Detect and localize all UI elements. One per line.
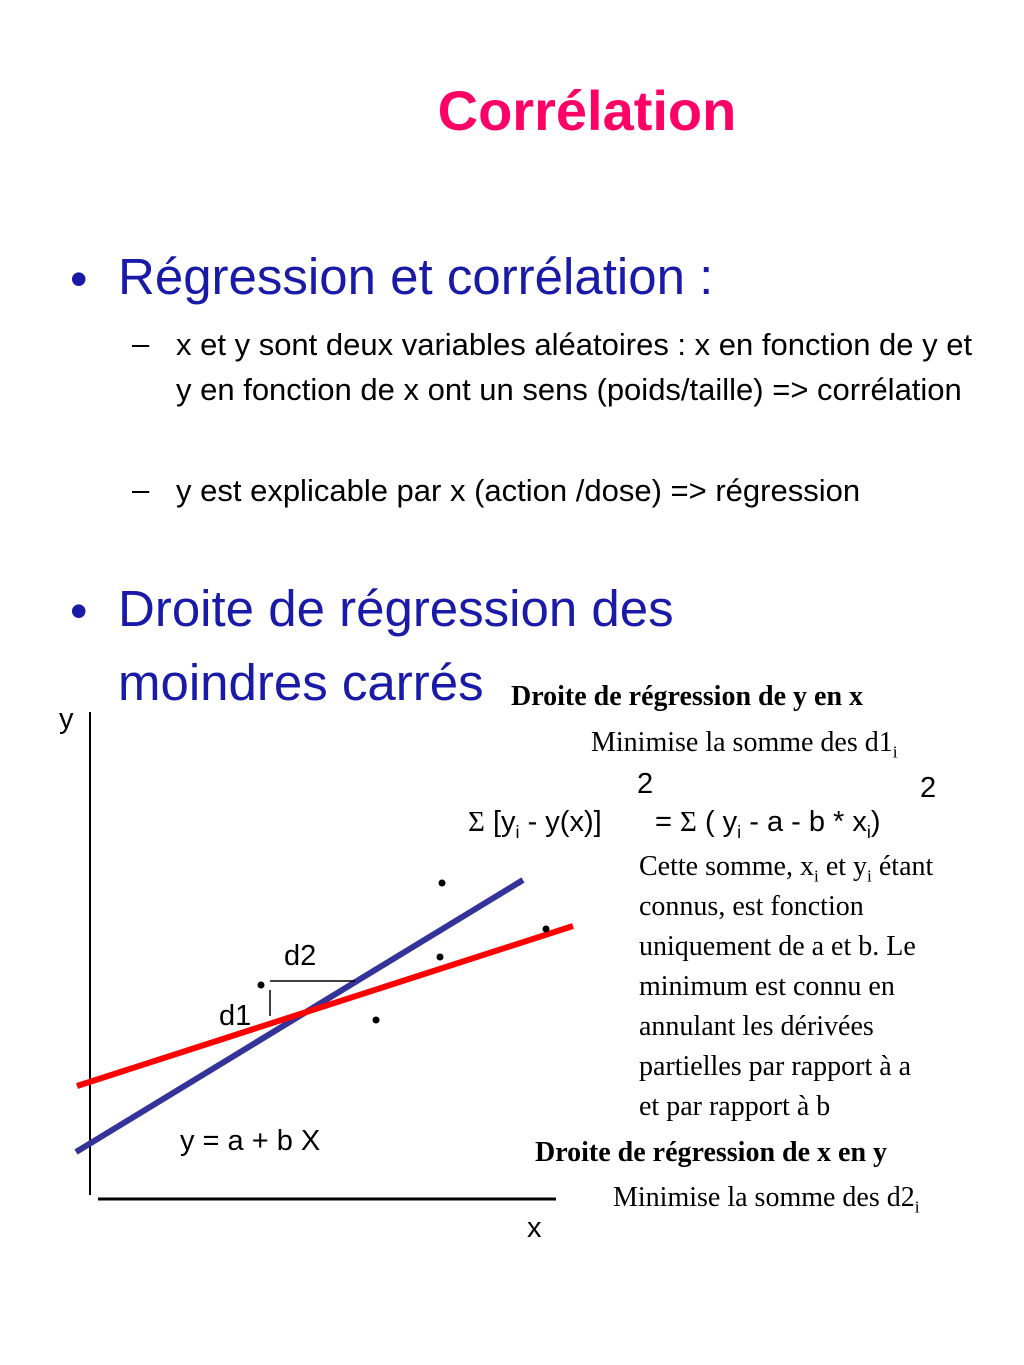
explanation-line: partielles par rapport à a <box>639 1051 912 1082</box>
data-point <box>439 880 446 887</box>
heading-regression-y-on-x: Droite de régression de y en x <box>511 681 864 712</box>
formula-exponent-right: 2 <box>920 772 937 804</box>
bullet-heading-regression-correlation: Régression et corrélation : <box>118 248 714 305</box>
data-point <box>373 1017 380 1024</box>
bullet-heading-least-squares-line2: moindres carrés <box>118 654 484 711</box>
explanation-line: connus, est fonction <box>639 891 864 922</box>
explanation-line: uniquement de a et b. Le <box>639 931 916 962</box>
bullet-marker: • <box>70 251 88 307</box>
regression-equation: y = a + b X <box>180 1125 321 1157</box>
minimise-d1: Minimise la somme des $d1_i$ <box>591 727 898 762</box>
formula-exponent-left: 2 <box>637 768 654 800</box>
heading-regression-x-on-y: Droite de régression de x en y <box>535 1137 888 1168</box>
subitem-marker: – <box>132 472 150 507</box>
explanation-line: Cette somme, $x_i$ et $y_i$ étant <box>639 851 934 886</box>
data-point <box>258 982 265 989</box>
bullet-marker: • <box>70 583 88 639</box>
d2-label: d2 <box>284 940 317 972</box>
formula-lhs: Σ $[y_i - y(x)]$ <box>468 806 602 842</box>
explanation-line: minimum est connu en <box>639 971 895 1002</box>
data-point <box>543 926 550 933</box>
formula-rhs: = Σ ( $y_i$ - a - b * $x_i$) <box>655 806 881 842</box>
slide-title: Corrélation <box>437 79 737 142</box>
explanation-line: et par rapport à b <box>639 1091 831 1122</box>
d1-label: d1 <box>219 1000 252 1032</box>
bullet-heading-least-squares-line1: Droite de régression des <box>118 580 674 637</box>
minimise-d2: Minimise la somme des $d2_i$ <box>613 1182 920 1217</box>
data-point <box>437 954 444 961</box>
subitem-random-variables: x et y sont deux variables aléatoires : x en fonction de y et y en fonction de x ont un sens (poids/taille) => corrélation <box>176 327 973 407</box>
subitem-marker: – <box>132 326 150 361</box>
regression-line-y-on-x <box>77 926 573 1086</box>
subitem-explicable: y est explicable par x (action /dose) => régression <box>176 473 861 508</box>
explanation-line: annulant les dérivées <box>639 1011 874 1042</box>
y-axis-label: y <box>59 703 74 735</box>
x-axis-label: x <box>527 1212 542 1244</box>
